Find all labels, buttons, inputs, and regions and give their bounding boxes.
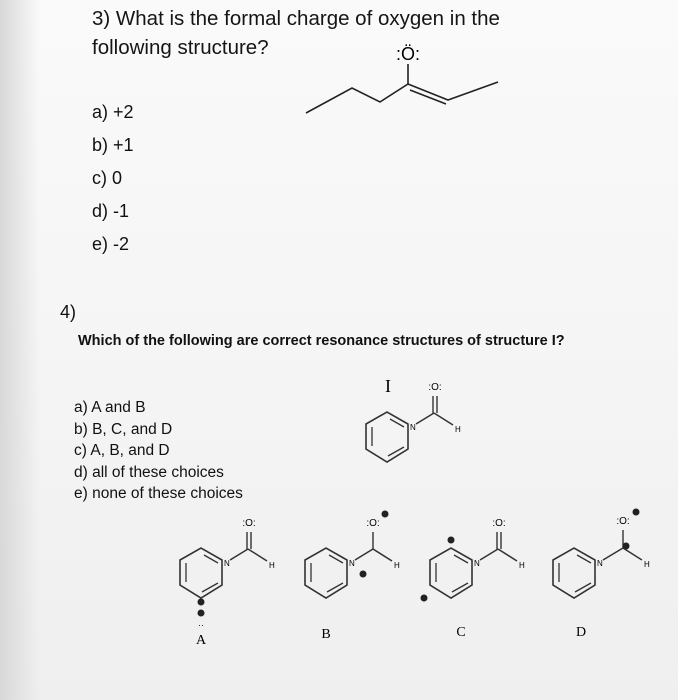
- structure-C-ring-double-3: [452, 583, 468, 592]
- structure-B-negative-charge: [382, 511, 389, 518]
- q3-option-c: c) 0: [92, 168, 123, 188]
- structure-D: [533, 506, 668, 646]
- structure-A-positive-charge: [198, 599, 205, 606]
- structure-C: [410, 510, 545, 650]
- structure-B-nc-bond: [355, 549, 373, 560]
- q3-option-b: b) +1: [92, 135, 134, 155]
- structure-I-nc-bond: [416, 413, 434, 424]
- structure-A-h: H: [269, 561, 275, 570]
- q3-oxygen-label: :Ö:: [395, 44, 421, 64]
- question-4-title: Which of the following are correct resonance structures of structure I?: [78, 333, 565, 349]
- q4-option-e: e) none of these choices: [74, 485, 243, 502]
- structure-I-label: I: [385, 376, 391, 396]
- q4-option-d: d) all of these choices: [74, 463, 224, 481]
- structure-C-negative-charge: [421, 595, 428, 602]
- structure-C-ch-bond: [498, 549, 517, 561]
- structure-A-lone-pair: ··: [198, 620, 204, 630]
- q3-option-e: e) -2: [92, 234, 130, 254]
- structure-A-negative-charge: [198, 610, 205, 617]
- structure-I-ring-double-3: [388, 447, 404, 456]
- structure-A: [160, 512, 295, 652]
- structure-D-h: H: [644, 560, 650, 569]
- structure-D-oxygen: :O:: [616, 516, 630, 527]
- structure-B-ring-double-3: [327, 583, 343, 592]
- q4-option-a: a) A and B: [74, 399, 146, 416]
- structure-D-ch-bond: [623, 548, 642, 560]
- structure-I-oxygen: :O:: [428, 382, 442, 393]
- structure-B-h: H: [394, 561, 400, 570]
- structure-A-ch-bond: [248, 549, 267, 561]
- structure-D-negative-charge: [633, 509, 640, 516]
- structure-I-h: H: [455, 425, 461, 434]
- structure-A-label: A: [195, 633, 207, 648]
- structure-D-nc-bond: [603, 548, 623, 560]
- structure-D-label: D: [575, 625, 587, 640]
- q4-option-b: b) B, C, and D: [74, 420, 173, 438]
- q3-option-d: d) -1: [92, 201, 130, 221]
- question-4-options: [74, 397, 243, 505]
- page-edge-shadow: [0, 0, 40, 700]
- structure-C-h: H: [519, 561, 525, 570]
- structure-A-ring-double-3: [202, 583, 218, 592]
- structure-C-n: N: [474, 559, 480, 568]
- structure-B-positive-charge: [360, 571, 367, 578]
- structure-B-oxygen: :O:: [366, 518, 380, 529]
- question-4-number: 4): [60, 302, 77, 322]
- structure-A-n: N: [224, 559, 230, 568]
- structure-A-nc-bond: [230, 549, 248, 560]
- structure-I-ch-bond: [434, 413, 453, 425]
- structure-C-nc-bond: [480, 549, 498, 560]
- structure-B-ch-bond: [373, 549, 392, 561]
- structure-C-oxygen: :O:: [492, 518, 506, 529]
- question-3-options: [92, 96, 134, 261]
- structure-B-label: B: [321, 627, 331, 642]
- q3-carbon-chain: [306, 82, 498, 113]
- structure-A-oxygen: :O:: [242, 518, 256, 529]
- structure-B-n: N: [349, 559, 355, 568]
- q3-option-a: a) +2: [92, 102, 134, 122]
- structure-D-positive-charge: [623, 543, 630, 550]
- structure-C-positive-charge: [448, 537, 455, 544]
- question-3-title: 3) What is the formal charge of oxygen in the following structure?: [92, 7, 500, 59]
- structure-I-n: N: [410, 423, 416, 432]
- structure-B: [285, 508, 420, 648]
- q4-option-c: c) A, B, and D: [74, 442, 170, 459]
- structure-I: [350, 372, 480, 477]
- structure-D-ring-double-3: [575, 583, 591, 592]
- structure-D-n: N: [597, 559, 603, 568]
- structure-C-label: C: [456, 625, 466, 640]
- q3-ketone-structure: [300, 40, 530, 120]
